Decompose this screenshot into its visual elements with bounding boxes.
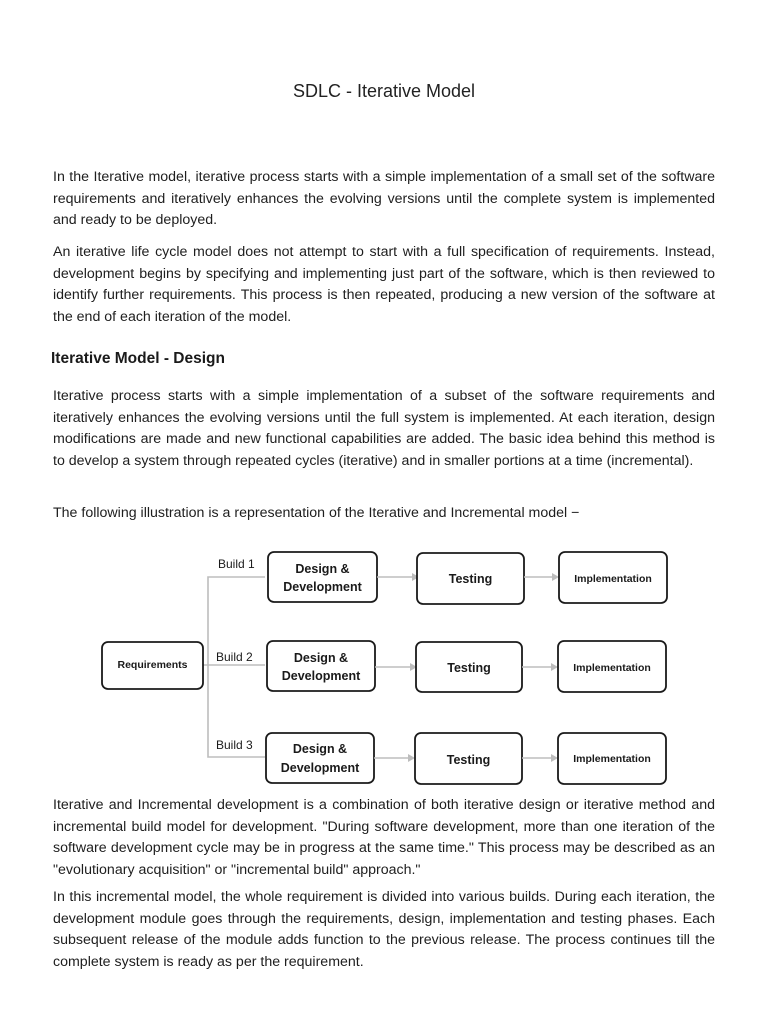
iterative-model-diagram bbox=[95, 547, 680, 787]
arrow-head-b3-2 bbox=[551, 754, 558, 762]
intro-paragraph-1: In the Iterative model, iterative process starts with a simple implementation of a small set of the software requirements and iteratively enhances the evolving versions until the complete system is implemented and ready to be deployed. bbox=[53, 169, 715, 229]
build-3-testing-label: Testing bbox=[446, 753, 491, 767]
build-1-design-line1: Design & bbox=[295, 562, 350, 576]
section-heading: Iterative Model - Design bbox=[51, 350, 225, 367]
closing-paragraph-1: Iterative and Incremental development is a combination of both iterative design or iterative method and incremental build model for development. "During software development, more than one iteration of the software development cycle may be in progress at the same time." This process may be described as an "evolutionary acquisition" or "incremental build" approach." bbox=[53, 797, 715, 878]
build-2-design-box bbox=[267, 641, 375, 691]
intro-paragraph-2: An iterative life cycle model does not attempt to start with a full specification of requirements. Instead, development begins by specifying and implementing just part of the software, which is then reviewed to identify further requirements. This process is then repeated, producing a new version of the software at the end of each iteration of the model. bbox=[53, 244, 715, 325]
arrow-head-b3-1 bbox=[408, 754, 415, 762]
build-1-label: Build 1 bbox=[218, 557, 255, 571]
build-2-implementation-label: Implementation bbox=[573, 662, 651, 674]
build-3-design-box bbox=[266, 733, 374, 783]
build-2-label: Build 2 bbox=[216, 650, 253, 664]
build-1-design-line2: Development bbox=[283, 580, 362, 594]
build-3-design-line2: Development bbox=[280, 761, 360, 775]
build-2-design-line2: Development bbox=[281, 669, 361, 683]
requirements-label: Requirements bbox=[117, 659, 188, 671]
build-3-design-line1: Design & bbox=[292, 742, 348, 756]
design-paragraph-2: The following illustration is a representation of the Iterative and Incremental model − bbox=[53, 505, 580, 521]
design-paragraph-1: Iterative process starts with a simple implementation of a subset of the software requirements and iteratively enhances the evolving versions until the full system is implemented. At each iteration, design modifications are made and new functional capabilities are added. The basic idea behind this method is to develop a system through repeated cycles (iterative) and in smaller portions at a time (incremental). bbox=[53, 388, 715, 469]
arrow-head-b1-2 bbox=[552, 573, 559, 581]
build-3-label: Build 3 bbox=[216, 738, 253, 752]
build-1-testing-label: Testing bbox=[448, 572, 493, 586]
build-1-design-box bbox=[268, 552, 377, 602]
build-1-implementation-label: Implementation bbox=[574, 573, 652, 585]
diagram-canvas bbox=[95, 547, 680, 787]
closing-paragraph-2: In this incremental model, the whole requirement is divided into various builds. During each iteration, the development module goes through the requirements, design, implementation and testing phases. Each subsequent release of the module adds function to the previous release. The process continues till the complete system is ready as per the requirement. bbox=[53, 889, 715, 970]
arrow-head-b2-2 bbox=[551, 663, 558, 671]
build-3-implementation-label: Implementation bbox=[573, 753, 651, 765]
build-2-design-line1: Design & bbox=[293, 651, 349, 665]
build-2-testing-label: Testing bbox=[447, 661, 491, 675]
page-title: SDLC - Iterative Model bbox=[292, 81, 476, 101]
